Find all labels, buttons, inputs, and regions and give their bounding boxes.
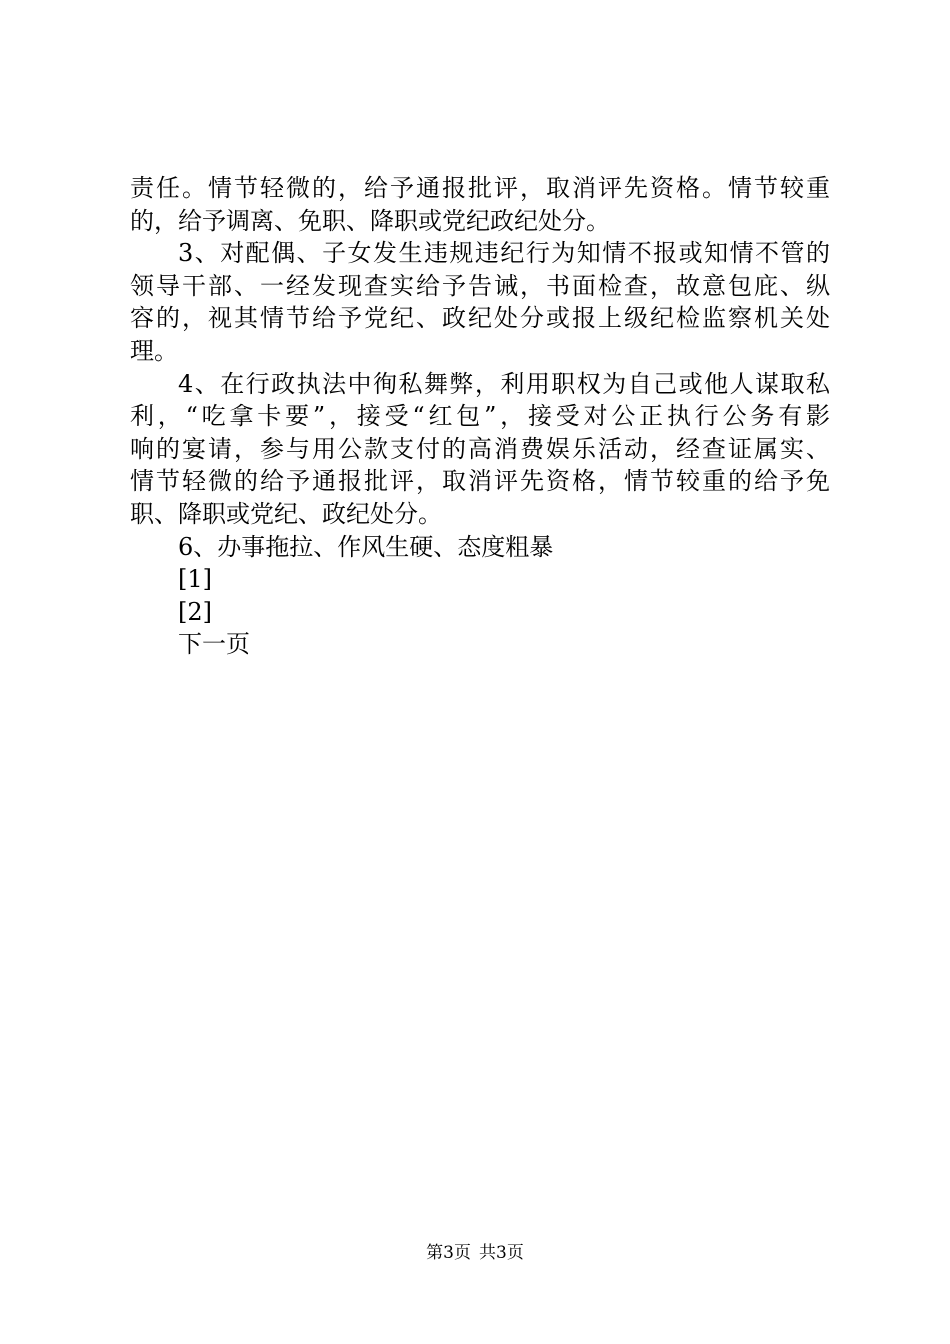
- pagination-row: [130, 563, 830, 596]
- text-line: 响的宴请，参与用公款支付的高消费娱乐活动，经查证属实、: [130, 434, 830, 463]
- page-link-1[interactable]: [1]: [178, 565, 212, 594]
- next-page-link[interactable]: 下一页: [178, 630, 250, 659]
- page-link-2[interactable]: [2]: [178, 597, 212, 626]
- paragraph-3-line: 3、对配偶、子女发生违规违纪行为知情不报或知情不管的: [178, 239, 830, 268]
- text-line: 理。: [130, 336, 178, 365]
- document-body: [130, 172, 830, 661]
- page-footer: [0, 1242, 950, 1264]
- text-line: 情节轻微的给予通报批评，取消评先资格，情节较重的给予免: [130, 467, 830, 496]
- pagination-row: [130, 628, 830, 661]
- paragraph-6-line: 6、办事拖拉、作风生硬、态度粗暴: [178, 532, 554, 561]
- text-line: 利，“吃拿卡要”，接受“红包”，接受对公正执行公务有影: [130, 402, 830, 431]
- pagination-row: [130, 596, 830, 629]
- text-line: 职、降职或党纪、政纪处分。: [130, 499, 442, 528]
- current-page-number: 第3页: [426, 1243, 471, 1263]
- text-line: 容的，视其情节给予党纪、政纪处分或报上级纪检监察机关处: [130, 304, 830, 333]
- text-line: 的，给予调离、免职、降职或党纪政纪处分。: [130, 206, 610, 235]
- total-pages: 共3页: [479, 1243, 524, 1263]
- text-line: 责任。情节轻微的，给予通报批评，取消评先资格。情节较重: [130, 174, 830, 202]
- paragraph-4-line: 4、在行政执法中徇私舞弊，利用职权为自己或他人谋取私: [178, 369, 830, 398]
- text-line: 领导干部、一经发现查实给予告诫，书面检查，故意包庇、纵: [130, 271, 830, 300]
